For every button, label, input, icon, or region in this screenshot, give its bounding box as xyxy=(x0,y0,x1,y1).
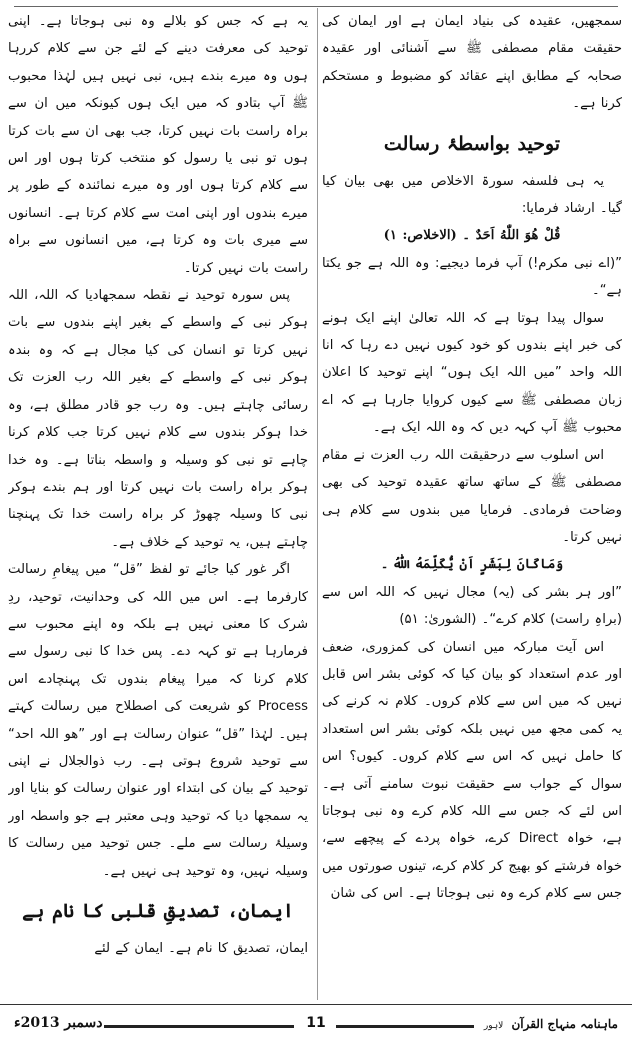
verse-translation: ”اور ہر بشر کی (یہ) مجال نہیں کہ اللہ اس سے (براہِ راست) کلام کرے“۔ (الشوریٰ: ۵۱) xyxy=(322,584,622,628)
issue-date: دسمبر 2013ء xyxy=(14,1015,103,1031)
footer-rule xyxy=(336,1025,474,1028)
magazine-city: لاہور xyxy=(483,1021,504,1031)
quran-verse: قُلْ هُوَ اللّٰهُ اَحَدٌ ۔ (الاخلاص: ۱) xyxy=(383,228,561,244)
page-footer xyxy=(0,1004,632,1045)
paragraph: یہ ہی فلسفہ سورۃ الاخلاص میں بھی بیان کیا گیا۔ ارشاد فرمایا: xyxy=(322,173,622,217)
magazine-title xyxy=(484,1017,618,1031)
paragraph: ایمان، تصدیق کا نام ہے۔ ایمان کے لئے xyxy=(94,941,308,956)
paragraph: پس سورہ توحید نے نقطہ سمجھادیا کہ اللہ، اللہ ہوکر نبی کے واسطے کے بغیر اپنے بندوں سے بات نہیں کرتا تو انسان کی کیا مجال ہے کہ وہ بندہ ہوکر نبی کے واسطے کے بغیر اللہ رب العزت تک رسائی چاہتے ہیں۔ وہ رب جو قادر مطلق ہے، وہ خدا ہوکر بندوں سے کلام نہیں کرتا جب کلام کرنا چاہے تو نبی کو وسیلہ و واسطہ بناتا ہے۔ وہ خدا ہوکر براہ راست بات نہیں کرتا اور ہم بندے ہوکر نبی کا وسیلہ چھوڑ کر براہ راست خدا تک پہنچنا چاہتے ہیں، یہ توحید کے خلاف ہے۔ xyxy=(8,288,308,550)
section-heading: توحید بواسطۂ رسالت xyxy=(383,132,561,155)
footer-rule xyxy=(104,1025,294,1028)
section-heading: ایمان، تصدیقِ قلبی کا نام ہے xyxy=(22,900,294,922)
paragraph: یہ ہے کہ جس کو بلالے وہ نبی ہوجاتا ہے۔ اپنی توحید کی معرفت دینے کے لئے جن سے کلام کررہا ہوں وہ میرے بندے ہیں، نبی نہیں ہیں لہٰذا محبوب ﷺ آپ بتادو کہ میں ایک ہوں کیونکہ میں ان سے براہ راست بات نہیں کرتا، جب بھی ان سے بات کرتا ہوں تو نبی یا رسول کو منتخب کرتا ہوں اور اس سے کلام کرتا ہوں اور وہ میرے نمائندہ کے طور پر میرے بندوں اور اپنی امت سے کلام کرتا ہے۔ انسانوں سے میری بات وہ کرتا ہے، میں انسانوں سے براہ راست بات نہیں کرتا۔ xyxy=(8,14,308,276)
magazine-name: ماہنامہ منہاج القرآن xyxy=(511,1017,618,1031)
paragraph: اگر غور کیا جائے تو لفظ ”قل“ میں پیغامِ رسالت کارفرما ہے۔ اس میں اللہ کی وحدانیت، توحید، ردِ شرک کا معنی نہیں ہے بلکہ وہ اپنے محبوب سے فرمارہا ہے تو کہہ دے۔ پس خدا کا نبی رسول سے کلام کرنا کہ میرا پیغام بندوں تک پہنچادے اس Process کو شریعت کی اصطلاح میں رسالت کہتے ہیں۔ لہٰذا ”قل“ عنوان رسالت ہے اور ”هو اللہ احد“ سے توحید شروع ہوتی ہے۔ رب ذوالجلال نے اپنی توحید کے بیان کی ابتداء اور عنوان رسالت کو بنایا اور یہ سمجھا دیا کہ توحید وہی معتبر ہے جو واسطہ اور وسیلۂ رسالت سے ملے۔ جس توحید میں رسالت کا وسیلہ نہیں، وہ توحید ہی نہیں ہے۔ xyxy=(8,562,308,879)
top-rule xyxy=(14,6,618,7)
paragraph: سمجھیں، عقیدہ کی بنیاد ایمان ہے اور ایمان کی حقیقت مقام مصطفی ﷺ سے آشنائی اور عقیدہ صحابہ کے مطابق اپنے عقائد کو مضبوط و مستحکم کرنا ہے۔ xyxy=(322,14,622,112)
left-column xyxy=(8,8,308,1000)
paragraph: اس آیت مبارکہ میں انسان کی کمزوری، ضعف اور عدم استعداد کو بیان کیا کہ کوئی بشر اس قابل نہیں کہ میں اس سے کلام کروں۔ کلام نہ کرنے کی یہ کمی مجھ میں نہیں بلکہ کوئی بشر اس استعداد کا حامل نہیں کہ اس سے کلام کروں۔ کیوں؟ اس سوال کے جواب سے حقیقت نبوت سامنے آتی ہے۔ اس لئے کہ جس سے اللہ کلام کرے وہ نبی ہوجاتا ہے، خواہ Direct کرے، خواہ پردے کے پیچھے سے، خواہ فرشتے کو بھیج کر کلام کرے، تینوں صورتوں میں جس سے کلام کرے وہ نبی ہوجاتا ہے۔ اس کی شان xyxy=(322,639,622,902)
column-divider xyxy=(317,8,318,1000)
right-column xyxy=(322,8,622,1000)
verse-translation: ”(اے نبی مکرم!) آپ فرما دیجیے: وہ اللہ ہے جو یکتا ہے“۔ xyxy=(322,255,622,299)
page-number: 11 xyxy=(306,1015,326,1031)
quran-verse: وَمَاکَانَ لِبَشَرٍ اَنْ یُّکَلِّمَهُ اللّٰهُ ۔ xyxy=(380,557,564,573)
paragraph: اس اسلوب سے درحقیقت اللہ رب العزت نے مقام مصطفی ﷺ کے ساتھ ساتھ عقیدہ توحید کی بھی وضاحت فرمادی۔ فرمایا میں بندوں سے کلام ہی نہیں کرتا۔ xyxy=(322,447,622,545)
paragraph: سوال پیدا ہوتا ہے کہ اللہ تعالیٰ اپنے ایک ہونے کی خبر اپنے بندوں کو خود کیوں نہیں دے رہا کہ انا اللہ واحد ”میں اللہ ایک ہوں“ اپنے توحید کا اعلان زبان مصطفی ﷺ سے کیوں کروایا جارہا ہے کہ اے محبوب ﷺ آپ کہہ دیں کہ وہ اللہ ایک ہے۔ xyxy=(322,310,622,436)
